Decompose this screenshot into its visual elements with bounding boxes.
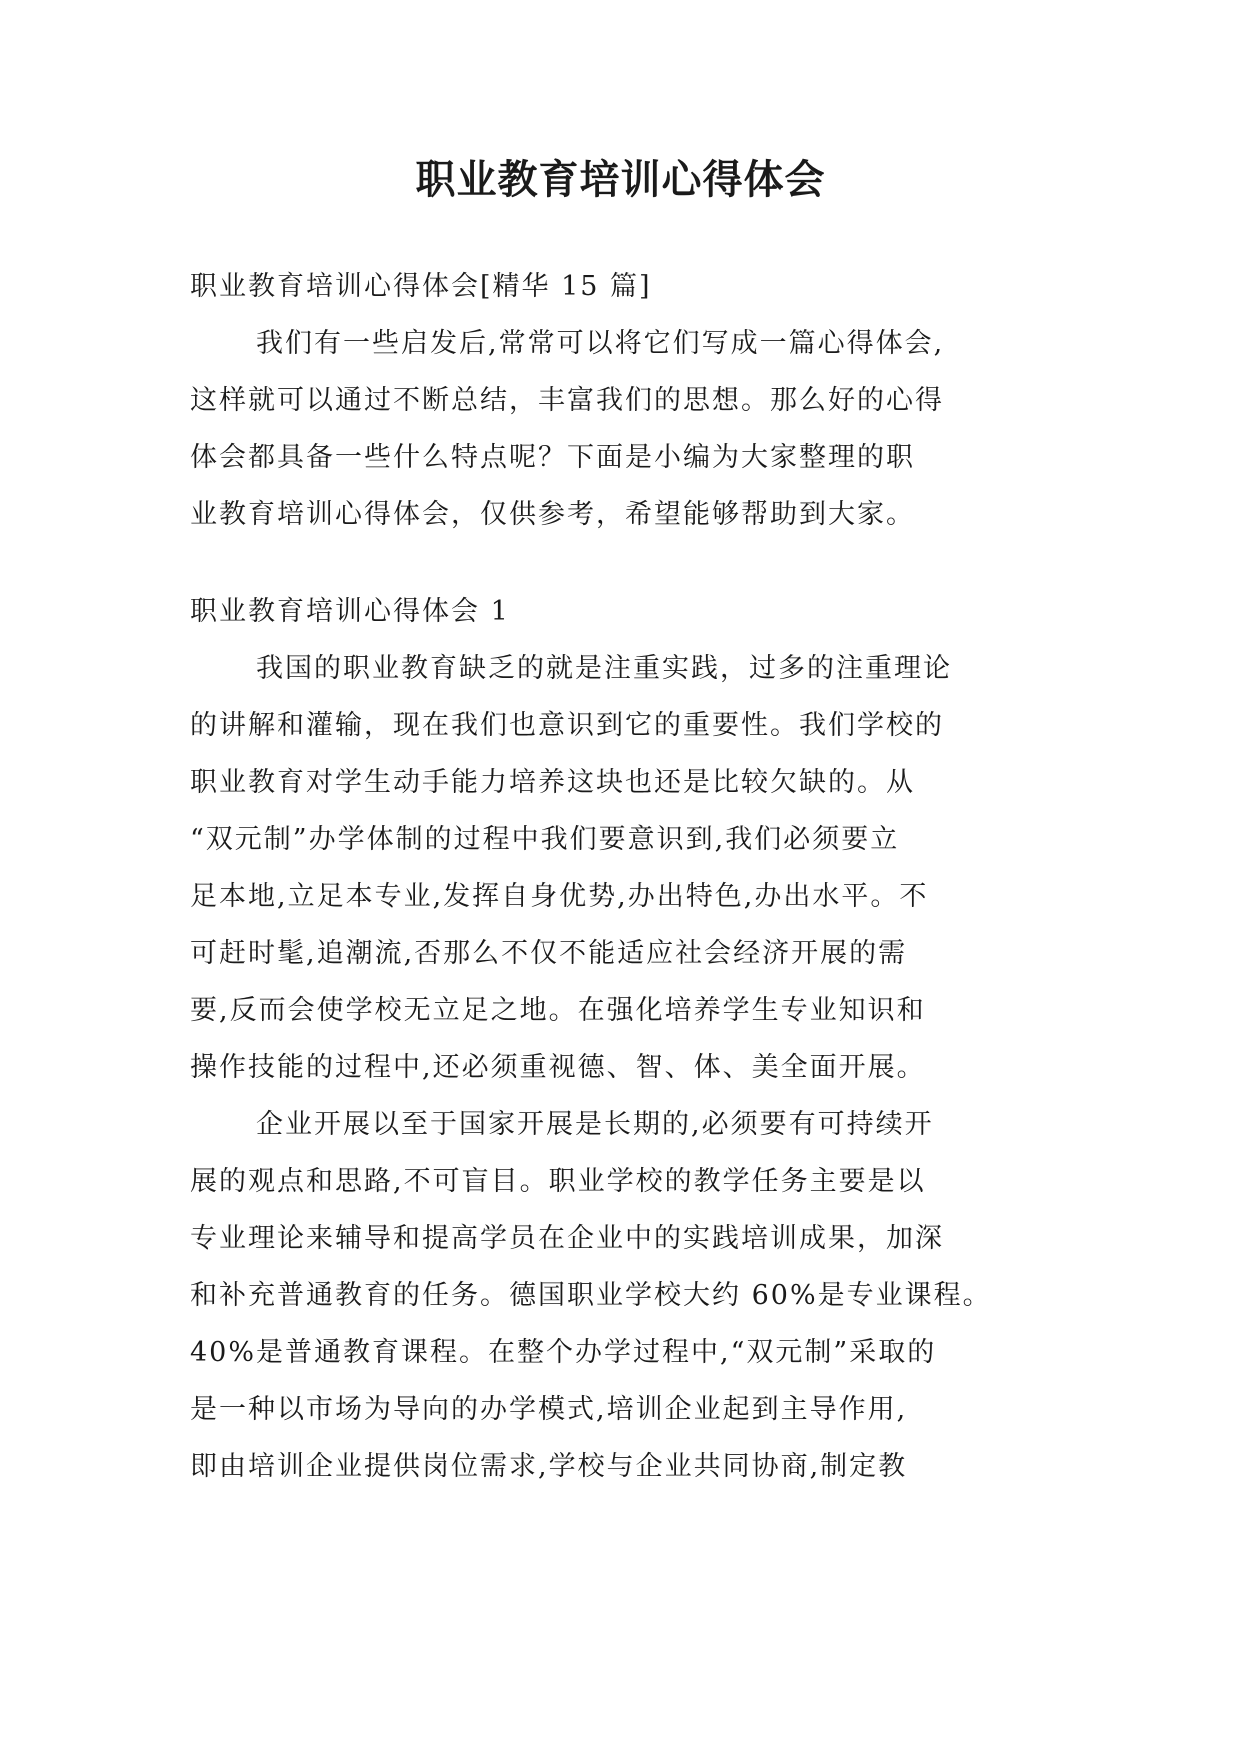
document-subtitle: 职业教育培训心得体会[精华 15 篇] <box>190 271 652 302</box>
paragraph-line: 职业教育对学生动手能力培养这块也还是比较欠缺的。从 <box>190 767 915 798</box>
paragraph-line: “双元制”办学体制的过程中我们要意识到,我们必须要立 <box>190 824 900 855</box>
document-body <box>190 258 1070 1495</box>
intro-paragraph <box>190 315 1070 543</box>
paragraph-line: 操作技能的过程中,还必须重视德、智、体、美全面开展。 <box>190 1052 926 1083</box>
paragraph-line: 的讲解和灌输，现在我们也意识到它的重要性。我们学校的 <box>190 710 944 741</box>
intro-line: 体会都具备一些什么特点呢？下面是小编为大家整理的职 <box>190 442 915 473</box>
document-title: 职业教育培训心得体会 <box>415 156 826 203</box>
paragraph-line: 专业理论来辅导和提高学员在企业中的实践培训成果，加深 <box>190 1223 944 1254</box>
paragraph-1 <box>190 640 1070 1096</box>
paragraph-line: 40%是普通教育课程。在整个办学过程中,“双元制”采取的 <box>190 1337 937 1368</box>
paragraph-line: 足本地,立足本专业,发挥自身优势,办出特色,办出水平。不 <box>190 881 929 912</box>
intro-line: 这样就可以通过不断总结，丰富我们的思想。那么好的心得 <box>190 385 944 416</box>
paragraph-line: 是一种以市场为导向的办学模式,培训企业起到主导作用, <box>190 1394 908 1425</box>
paragraph-line: 我国的职业教育缺乏的就是注重实践，过多的注重理论 <box>256 653 952 684</box>
paragraph-2 <box>190 1096 1070 1495</box>
paragraph-gap <box>190 543 1070 583</box>
paragraph-line: 即由培训企业提供岗位需求,学校与企业共同协商,制定教 <box>190 1451 908 1482</box>
paragraph-line: 可赶时髦,追潮流,否那么不仅不能适应社会经济开展的需 <box>190 938 908 969</box>
paragraph-line: 要,反而会使学校无立足之地。在强化培养学生专业知识和 <box>190 995 926 1026</box>
intro-line: 业教育培训心得体会，仅供参考，希望能够帮助到大家。 <box>190 499 915 530</box>
paragraph-line: 企业开展以至于国家开展是长期的,必须要有可持续开 <box>256 1109 934 1140</box>
section-heading: 职业教育培训心得体会 1 <box>190 596 510 627</box>
intro-line: 我们有一些启发后,常常可以将它们写成一篇心得体会, <box>256 328 945 359</box>
paragraph-line: 和补充普通教育的任务。德国职业学校大约 60%是专业课程。 <box>190 1280 992 1311</box>
paragraph-line: 展的观点和思路,不可盲目。职业学校的教学任务主要是以 <box>190 1166 926 1197</box>
